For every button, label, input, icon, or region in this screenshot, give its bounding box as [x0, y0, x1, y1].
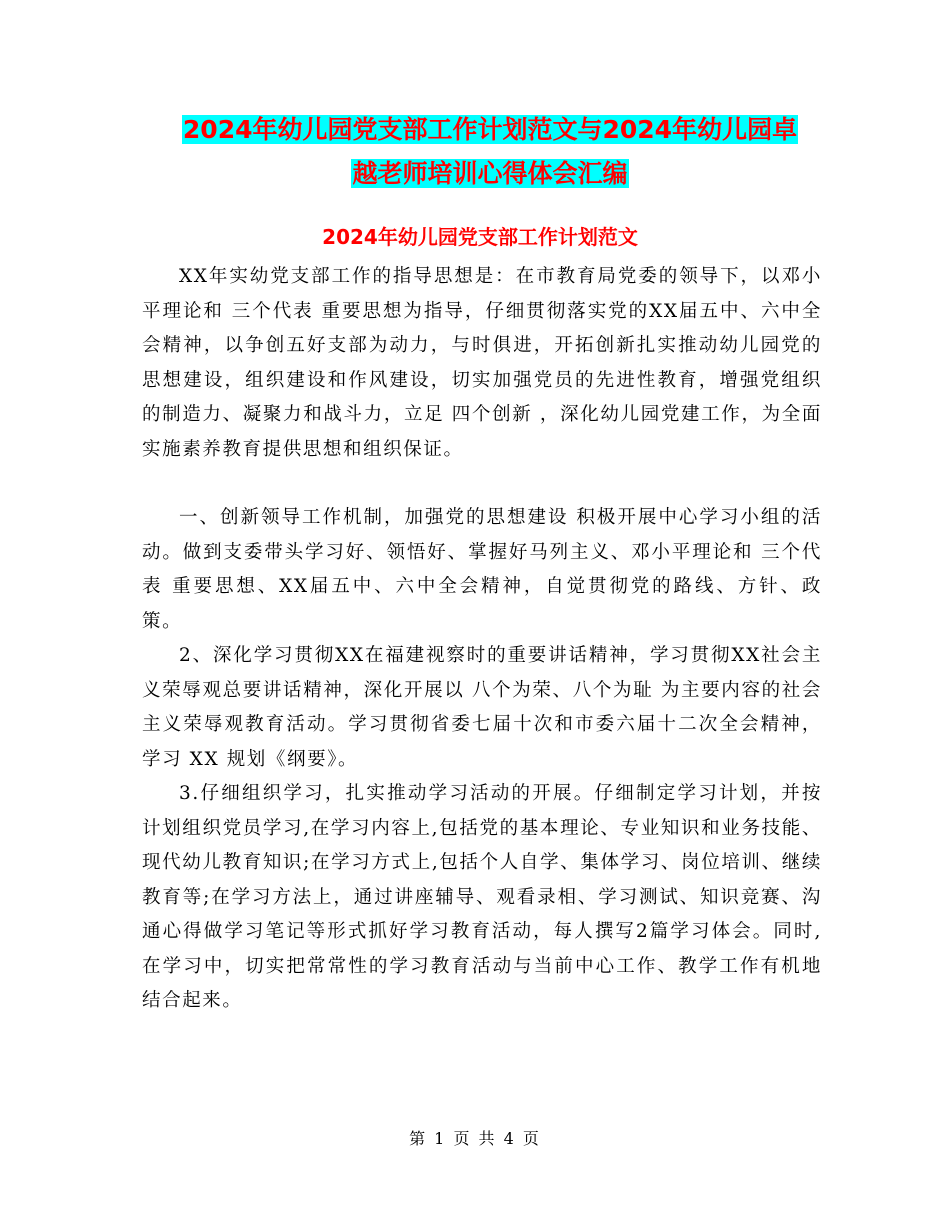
document-title-text-1: 2024年幼儿园党支部工作计划范文与2024年幼儿园卓	[182, 115, 798, 144]
paragraph-intro: XX年实幼党支部工作的指导思想是：在市教育局党委的领导下，以邓小平理论和 三个代表 重要思想为指导，仔细贯彻落实党的XX届五中、六中全会精神，以争创五好支部为动力，与时俱进，开拓创新扎实推动幼儿园党的思想建设，组织建设和作风建设，切实加强党员的先进性教育，增强党组织的制造力、凝聚力和战斗力，立足 四个创新 ，深化幼儿园党建工作，为全面实施素养教育提供思想和组织保证。	[142, 266, 822, 460]
page-footer: 第 1 页 共 4 页	[409, 1129, 541, 1148]
paragraph-2: 2、深化学习贯彻XX在福建视察时的重要讲话精神，学习贯彻XX社会主义荣辱观总要讲话精神，深化开展以 八个为荣、八个为耻 为主要内容的社会主义荣辱观教育活动。学习贯彻省委七届十次和市委六届十二次全会精神，学习 XX 规划《纲要》。	[142, 645, 822, 770]
paragraph-1: 一、创新领导工作机制，加强党的思想建设 积极开展中心学习小组的活动。做到支委带头学习好、领悟好、掌握好马列主义、邓小平理论和 三个代表 重要思想、XX届五中、六中全会精神，自觉贯彻党的路线、方针、政策。	[142, 507, 822, 632]
document-title-line-2	[140, 152, 840, 196]
document-title-line-1	[140, 108, 840, 152]
section-title: 2024年幼儿园党支部工作计划范文	[322, 225, 638, 249]
paragraph-3: 3.仔细组织学习，扎实推动学习活动的开展。仔细制定学习计划，并按计划组织党员学习,在学习内容上,包括党的基本理论、专业知识和业务技能、现代幼儿教育知识;在学习方式上,包括个人自学、集体学习、岗位培训、继续教育等;在学习方法上，通过讲座辅导、观看录相、学习测试、知识竞赛、沟通心得做学习笔记等形式抓好学习教育活动，每人撰写2篇学习体会。同时,在学习中，切实把常常性的学习教育活动与当前中心工作、教学工作有机地结合起来。	[142, 783, 822, 1011]
document-body	[142, 260, 822, 1019]
document-title-text-2: 越老师培训心得体会汇编	[352, 159, 628, 188]
